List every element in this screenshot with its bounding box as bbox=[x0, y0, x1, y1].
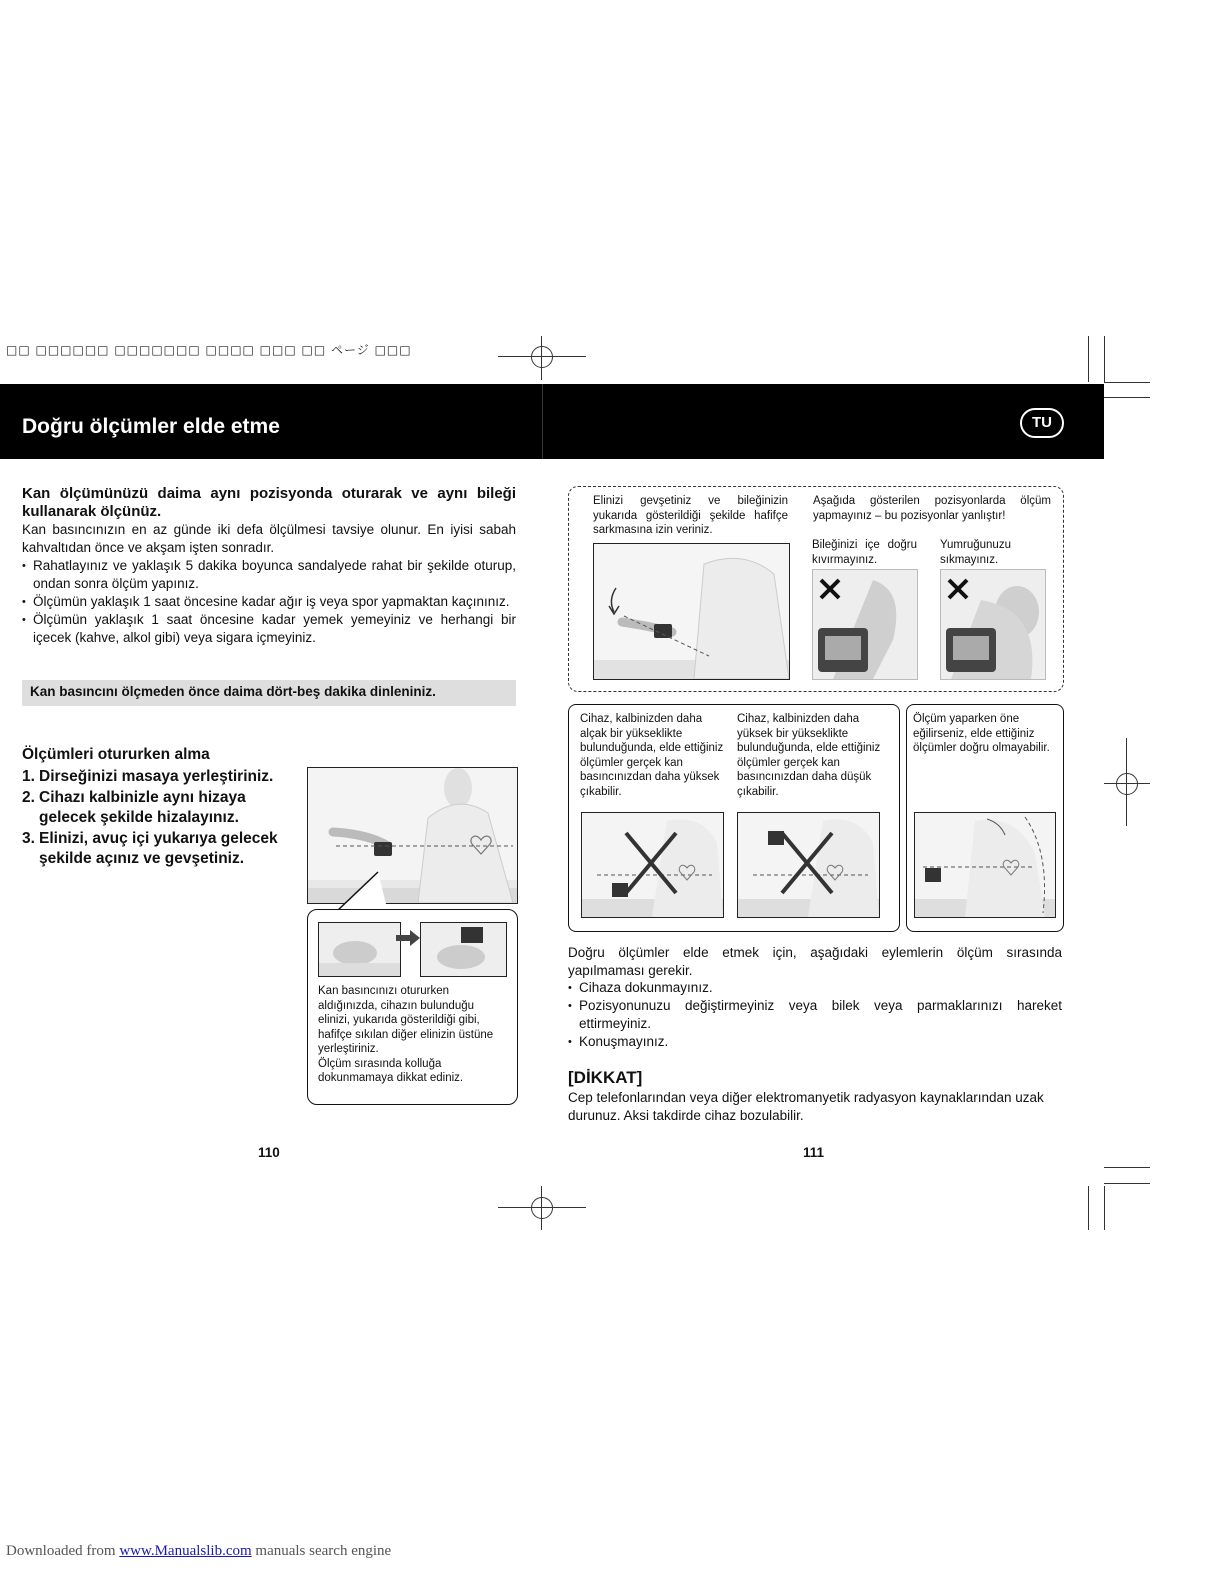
clenched-fist-illustration bbox=[940, 569, 1046, 680]
wrong-caption-curl: Bileğinizi içe doğru kıvırmayınız. bbox=[812, 539, 917, 566]
actions-intro: Doğru ölçümler elde etmek için, aşağıdaki eylemlerin ölçüm sırasında yapılmaması gerekir. bbox=[568, 945, 1062, 978]
list-item: • Ölçümün yaklaşık 1 saat öncesine kadar ağır iş veya spor yapmaktan kaçınınız. bbox=[22, 593, 516, 611]
actions-list bbox=[568, 979, 1062, 1051]
footer-prefix: Downloaded from bbox=[6, 1543, 116, 1559]
high-height-text: Cihaz, kalbinizden daha yüksek bir yükseklikte bulunduğunda, elde ettiğiniz ölçümler gerçek kan basıncınızdan daha düşük çıkabilir. bbox=[737, 713, 881, 798]
preparation-list bbox=[22, 557, 516, 647]
list-item: • Konuşmayınız. bbox=[568, 1033, 1062, 1051]
list-item: • Pozisyonunuzu değiştirmeyiniz veya bilek veya parmaklarınızı hareket ettirmeyiniz. bbox=[568, 997, 1062, 1033]
wrong-positions-intro: Aşağıda gösterilen pozisyonlarda ölçüm yapmayınız – bu pozisyonlar yanlıştır! bbox=[813, 495, 1051, 522]
rest-note-box bbox=[22, 680, 516, 706]
caution-text: Cep telefonlarından veya diğer elektromanyetik radyasyon kaynaklarından uzak durunuz. Aksi takdirde cihaz bozulabilir. bbox=[568, 1090, 1044, 1123]
list-item: • Cihaza dokunmayınız. bbox=[568, 979, 1062, 997]
page-title: Doğru ölçümler elde etme bbox=[22, 415, 280, 438]
callout-box bbox=[307, 909, 518, 1105]
curled-wrist-illustration bbox=[812, 569, 918, 680]
device-on-hand-illustration bbox=[420, 922, 507, 977]
device-too-low-illustration bbox=[581, 812, 724, 918]
steps-list bbox=[22, 767, 304, 870]
arrow-right-icon bbox=[396, 930, 420, 951]
step-item: 3. Elinizi, avuç içi yukarıya gelecek şekilde açınız ve gevşetiniz. bbox=[22, 829, 278, 867]
intro-paragraph: Kan basıncınızın en az günde iki defa ölçülmesi tavsiye olunur. En iyisi sabah kahvaltıdan önce ve akşam işten sonradır. bbox=[22, 522, 516, 555]
caution-title: [DİKKAT] bbox=[568, 1068, 643, 1087]
lean-text: Ölçüm yaparken öne eğilirseniz, elde ettiğiniz ölçümler doğru olmayabilir. bbox=[913, 713, 1050, 754]
low-height-text: Cihaz, kalbinizden daha alçak bir yükseklikte bulunduğunda, elde ettiğiniz ölçümler gerçek kan basıncınızdan daha yüksek çıkabilir. bbox=[580, 713, 724, 798]
print-crop-header: □□ □□□□□□ □□□□□□□ □□□□ □□□ □□ ページ □□□ bbox=[6, 343, 412, 357]
page-number-right: 111 bbox=[803, 1145, 825, 1160]
download-footer bbox=[6, 1543, 391, 1560]
rest-note-text: Kan basıncını ölçmeden önce daima dört-beş dakika dinleniniz. bbox=[30, 684, 436, 699]
language-badge: TU bbox=[1020, 408, 1064, 438]
step-item: 1. Dirseğinizi masaya yerleştiriniz. bbox=[22, 768, 274, 785]
lead-paragraph: Kan ölçümünüzü daima aynı pozisyonda oturarak ve aynı bileği kullanarak ölçünüz. bbox=[22, 485, 516, 520]
section-title: Ölçümleri otururken alma bbox=[22, 746, 210, 763]
device-too-high-illustration bbox=[737, 812, 880, 918]
callout-text: Kan basıncınızı otururken aldığınızda, cihazın bulunduğu elinizi, yukarıda gösterildiği gibi, hafifçe sıkılan diğer elinizin üstüne yerleştiriniz. Ölçüm sırasında kolluğa dokunmamaya dikkat ediniz. bbox=[318, 985, 494, 1084]
manualslib-link[interactable]: www.Manualslib.com bbox=[119, 1543, 252, 1559]
list-item: • Ölçümün yaklaşık 1 saat öncesine kadar yemek yemeyiniz ve herhangi bir içecek (kahve, alkol gibi) veya sigara içmeyiniz. bbox=[22, 611, 516, 647]
hand-support-illustration bbox=[318, 922, 401, 977]
footer-suffix: manuals search engine bbox=[255, 1543, 392, 1559]
relax-text: Elinizi gevşetiniz ve bileğinizin yukarıda gösterildiği şekilde hafifçe sarkmasına izin veriniz. bbox=[593, 495, 788, 536]
relaxed-wrist-illustration bbox=[593, 543, 790, 680]
page-gutter-line bbox=[542, 384, 543, 459]
callout-pointer bbox=[330, 870, 390, 914]
step-item: 2. Cihazı kalbinizle aynı hizaya gelecek şekilde hizalayınız. bbox=[22, 788, 246, 826]
leaning-forward-illustration bbox=[914, 812, 1056, 918]
page-number-left: 110 bbox=[258, 1145, 280, 1160]
list-item: • Rahatlayınız ve yaklaşık 5 dakika boyunca sandalyede rahat bir şekilde oturup, ondan sonra ölçüm yapınız. bbox=[22, 557, 516, 593]
wrong-caption-fist: Yumruğunuzu sıkmayınız. bbox=[940, 539, 1011, 566]
